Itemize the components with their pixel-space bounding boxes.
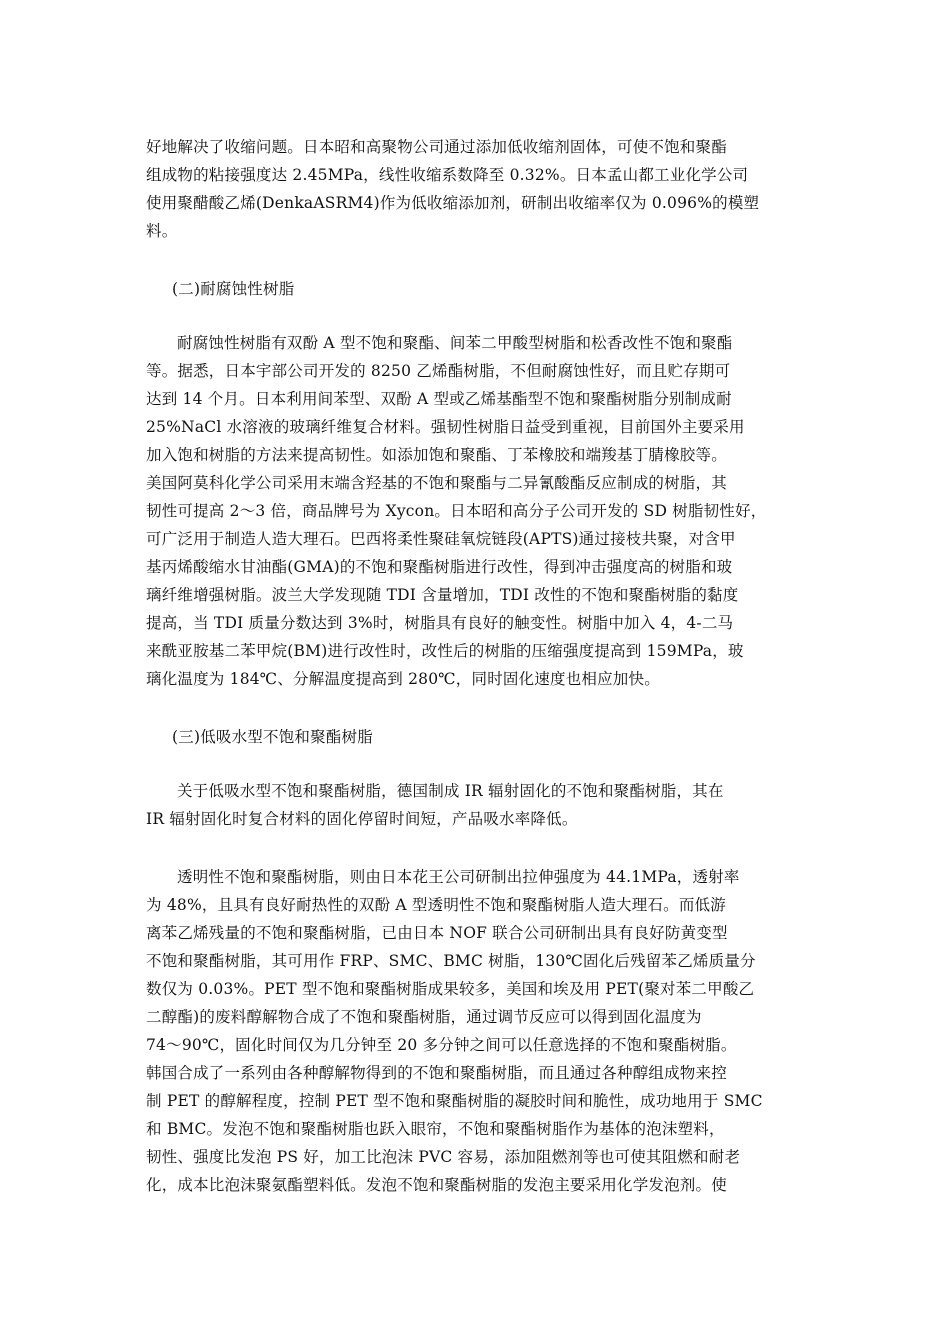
text-line: 和 BMC。发泡不饱和聚酯树脂也跃入眼帘，不饱和聚酯树脂作为基体的泡沫塑料， [146,1120,725,1138]
text-line: 韩国合成了一系列由各种醇解物得到的不饱和聚酯树脂，而且通过各种醇组成物来控 [146,1064,727,1082]
section-heading-low-water-absorption: (三)低吸水型不饱和聚酯树脂 [172,728,373,746]
text-line: 制 PET 的醇解程度，控制 PET 型不饱和聚酯树脂的凝胶时间和脆性，成功地用于 SMC [146,1092,763,1110]
text-line: 韧性、强度比发泡 PS 好，加工比泡沫 PVC 容易，添加阻燃剂等也可使其阻燃和耐老 [146,1148,741,1166]
text-line: 加入饱和树脂的方法来提高韧性。如添加饱和聚酯、丁苯橡胶和端羧基丁腈橡胶等。 [146,446,727,464]
text-line: IR 辐射固化时复合材料的固化停留时间短，产品吸水率降低。 [146,810,578,828]
text-line: 来酰亚胺基二苯甲烷(BM)进行改性时，改性后的树脂的压缩强度提高到 159MPa，玻 [146,642,744,660]
text-line: 韧性可提高 2～3 倍，商品牌号为 Xycon。日本昭和高分子公司开发的 SD 树脂韧性好， [146,502,767,520]
text-line: 74～90℃，固化时间仅为几分钟至 20 多分钟之间可以任意选择的不饱和聚酯树脂。 [146,1036,737,1054]
text-line: 美国阿莫科化学公司采用末端含羟基的不饱和聚酯与二异氰酸酯反应制成的树脂，其 [146,474,727,492]
text-line: 达到 14 个月。日本利用间苯型、双酚 A 型或乙烯基酯型不饱和聚酯树脂分别制成耐 [146,390,732,408]
text-line: 化，成本比泡沫聚氨酯塑料低。发泡不饱和聚酯树脂的发泡主要采用化学发泡剂。使 [146,1176,727,1194]
section-heading-corrosion-resistant: (二)耐腐蚀性树脂 [172,280,295,298]
text-line: 料。 [146,222,178,240]
text-line: 璃纤维增强树脂。波兰大学发现随 TDI 含量增加，TDI 改性的不饱和聚酯树脂的黏度 [146,586,739,604]
text-line: 关于低吸水型不饱和聚酯树脂，德国制成 IR 辐射固化的不饱和聚酯树脂，其在 [177,782,724,800]
text-line: 组成物的粘接强度达 2.45MPa，线性收缩系数降至 0.32%。日本孟山都工业化学公司 [146,166,749,184]
text-line: 离苯乙烯残量的不饱和聚酯树脂，已由日本 NOF 联合公司研制出具有良好防黄变型 [146,924,728,942]
text-line: 耐腐蚀性树脂有双酚 A 型不饱和聚酯、间苯二甲酸型树脂和松香改性不饱和聚酯 [177,334,733,352]
text-line: 二醇酯)的废料醇解物合成了不饱和聚酯树脂，通过调节反应可以得到固化温度为 [146,1008,702,1026]
text-line: 不饱和聚酯树脂，其可用作 FRP、SMC、BMC 树脂，130℃固化后残留苯乙烯质量分 [146,952,756,970]
text-line: 可广泛用于制造人造大理石。巴西将柔性聚硅氧烷链段(APTS)通过接枝共聚，对含甲 [146,530,736,548]
text-line: 等。据悉，日本宇部公司开发的 8250 乙烯酯树脂，不但耐腐蚀性好，而且贮存期可 [146,362,731,380]
text-line: 基丙烯酸缩水甘油酯(GMA)的不饱和聚酯树脂进行改性，得到冲击强度高的树脂和玻 [146,558,733,576]
text-line: 使用聚醋酸乙烯(DenkaASRM4)作为低收缩添加剂，研制出收缩率仅为 0.096%的模塑 [146,194,760,212]
text-line: 提高，当 TDI 质量分数达到 3%时，树脂具有良好的触变性。树脂中加入 4，4-二马 [146,614,734,632]
text-line: 透明性不饱和聚酯树脂，则由日本花王公司研制出拉伸强度为 44.1MPa，透射率 [177,868,740,886]
text-line: 璃化温度为 184℃、分解温度提高到 280℃，同时固化速度也相应加快。 [146,670,660,688]
text-line: 好地解决了收缩问题。日本昭和高聚物公司通过添加低收缩剂固体，可使不饱和聚酯 [146,138,727,156]
text-line: 数仅为 0.03%。PET 型不饱和聚酯树脂成果较多，美国和埃及用 PET(聚对苯二甲酸乙 [146,980,755,998]
text-line: 25%NaCl 水溶液的玻璃纤维复合材料。强韧性树脂日益受到重视，目前国外主要采用 [146,418,745,436]
text-line: 为 48%，且具有良好耐热性的双酚 A 型透明性不饱和聚酯树脂人造大理石。而低游 [146,896,726,914]
